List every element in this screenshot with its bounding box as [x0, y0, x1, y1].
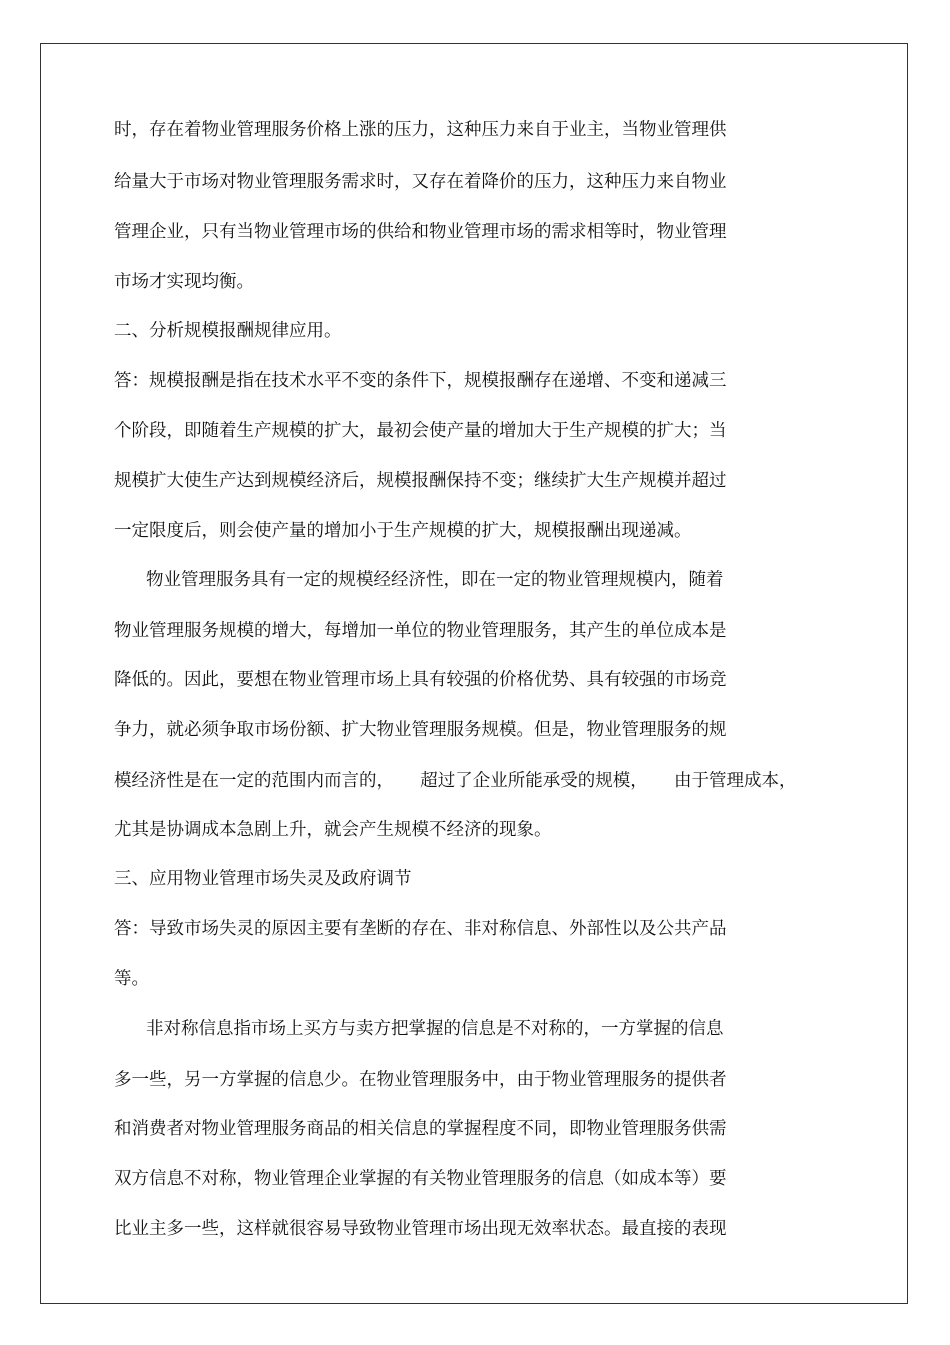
text-line: 非对称信息指市场上买方与卖方把掌握的信息是不对称的，一方掌握的信息: [146, 1019, 724, 1039]
text-line: 给量大于市场对物业管理服务需求时，又存在着降价的压力，这种压力来自物业: [114, 172, 727, 192]
text-line: 等。: [114, 969, 149, 989]
text-line: 多一些，另一方掌握的信息少。在物业管理服务中，由于物业管理服务的提供者: [114, 1070, 727, 1090]
text-line: 双方信息不对称，物业管理企业掌握的有关物业管理服务的信息（如成本等）要: [114, 1169, 727, 1189]
text-line: 一定限度后，则会使产量的增加小于生产规模的扩大，规模报酬出现递减。: [114, 521, 692, 541]
text-line: 物业管理服务规模的增大，每增加一单位的物业管理服务，其产生的单位成本是: [114, 621, 727, 641]
text-line: 规模扩大使生产达到规模经济后，规模报酬保持不变；继续扩大生产规模并超过: [114, 471, 727, 491]
text-line: 时，存在着物业管理服务价格上涨的压力，这种压力来自于业主，当物业管理供: [114, 120, 727, 140]
text-line: 物业管理服务具有一定的规模经经济性，即在一定的物业管理规模内，随着: [146, 570, 724, 590]
section-heading: 三、应用物业管理市场失灵及政府调节: [114, 869, 412, 889]
text-line: 模经济性是在一定的范围内而言的， 超过了企业所能承受的规模， 由于管理成本，: [114, 771, 797, 791]
text-line: 争力，就必须争取市场份额、扩大物业管理服务规模。但是，物业管理服务的规: [114, 720, 727, 740]
text-line: 和消费者对物业管理服务商品的相关信息的掌握程度不同，即物业管理服务供需: [114, 1119, 727, 1139]
text-line: 答：规模报酬是指在技术水平不变的条件下，规模报酬存在递增、不变和递减三: [114, 371, 727, 391]
text-line: 尤其是协调成本急剧上升，就会产生规模不经济的现象。: [114, 820, 552, 840]
text-line: 比业主多一些，这样就很容易导致物业管理市场出现无效率状态。最直接的表现: [114, 1219, 727, 1239]
text-line: 市场才实现均衡。: [114, 272, 254, 292]
text-line: 个阶段，即随着生产规模的扩大，最初会使产量的增加大于生产规模的扩大；当: [114, 421, 727, 441]
section-heading: 二、分析规模报酬规律应用。: [114, 321, 342, 341]
text-line: 答：导致市场失灵的原因主要有垄断的存在、非对称信息、外部性以及公共产品: [114, 919, 727, 939]
text-line: 管理企业，只有当物业管理市场的供给和物业管理市场的需求相等时，物业管理: [114, 222, 727, 242]
text-line: 降低的。因此，要想在物业管理市场上具有较强的价格优势、具有较强的市场竞: [114, 670, 727, 690]
